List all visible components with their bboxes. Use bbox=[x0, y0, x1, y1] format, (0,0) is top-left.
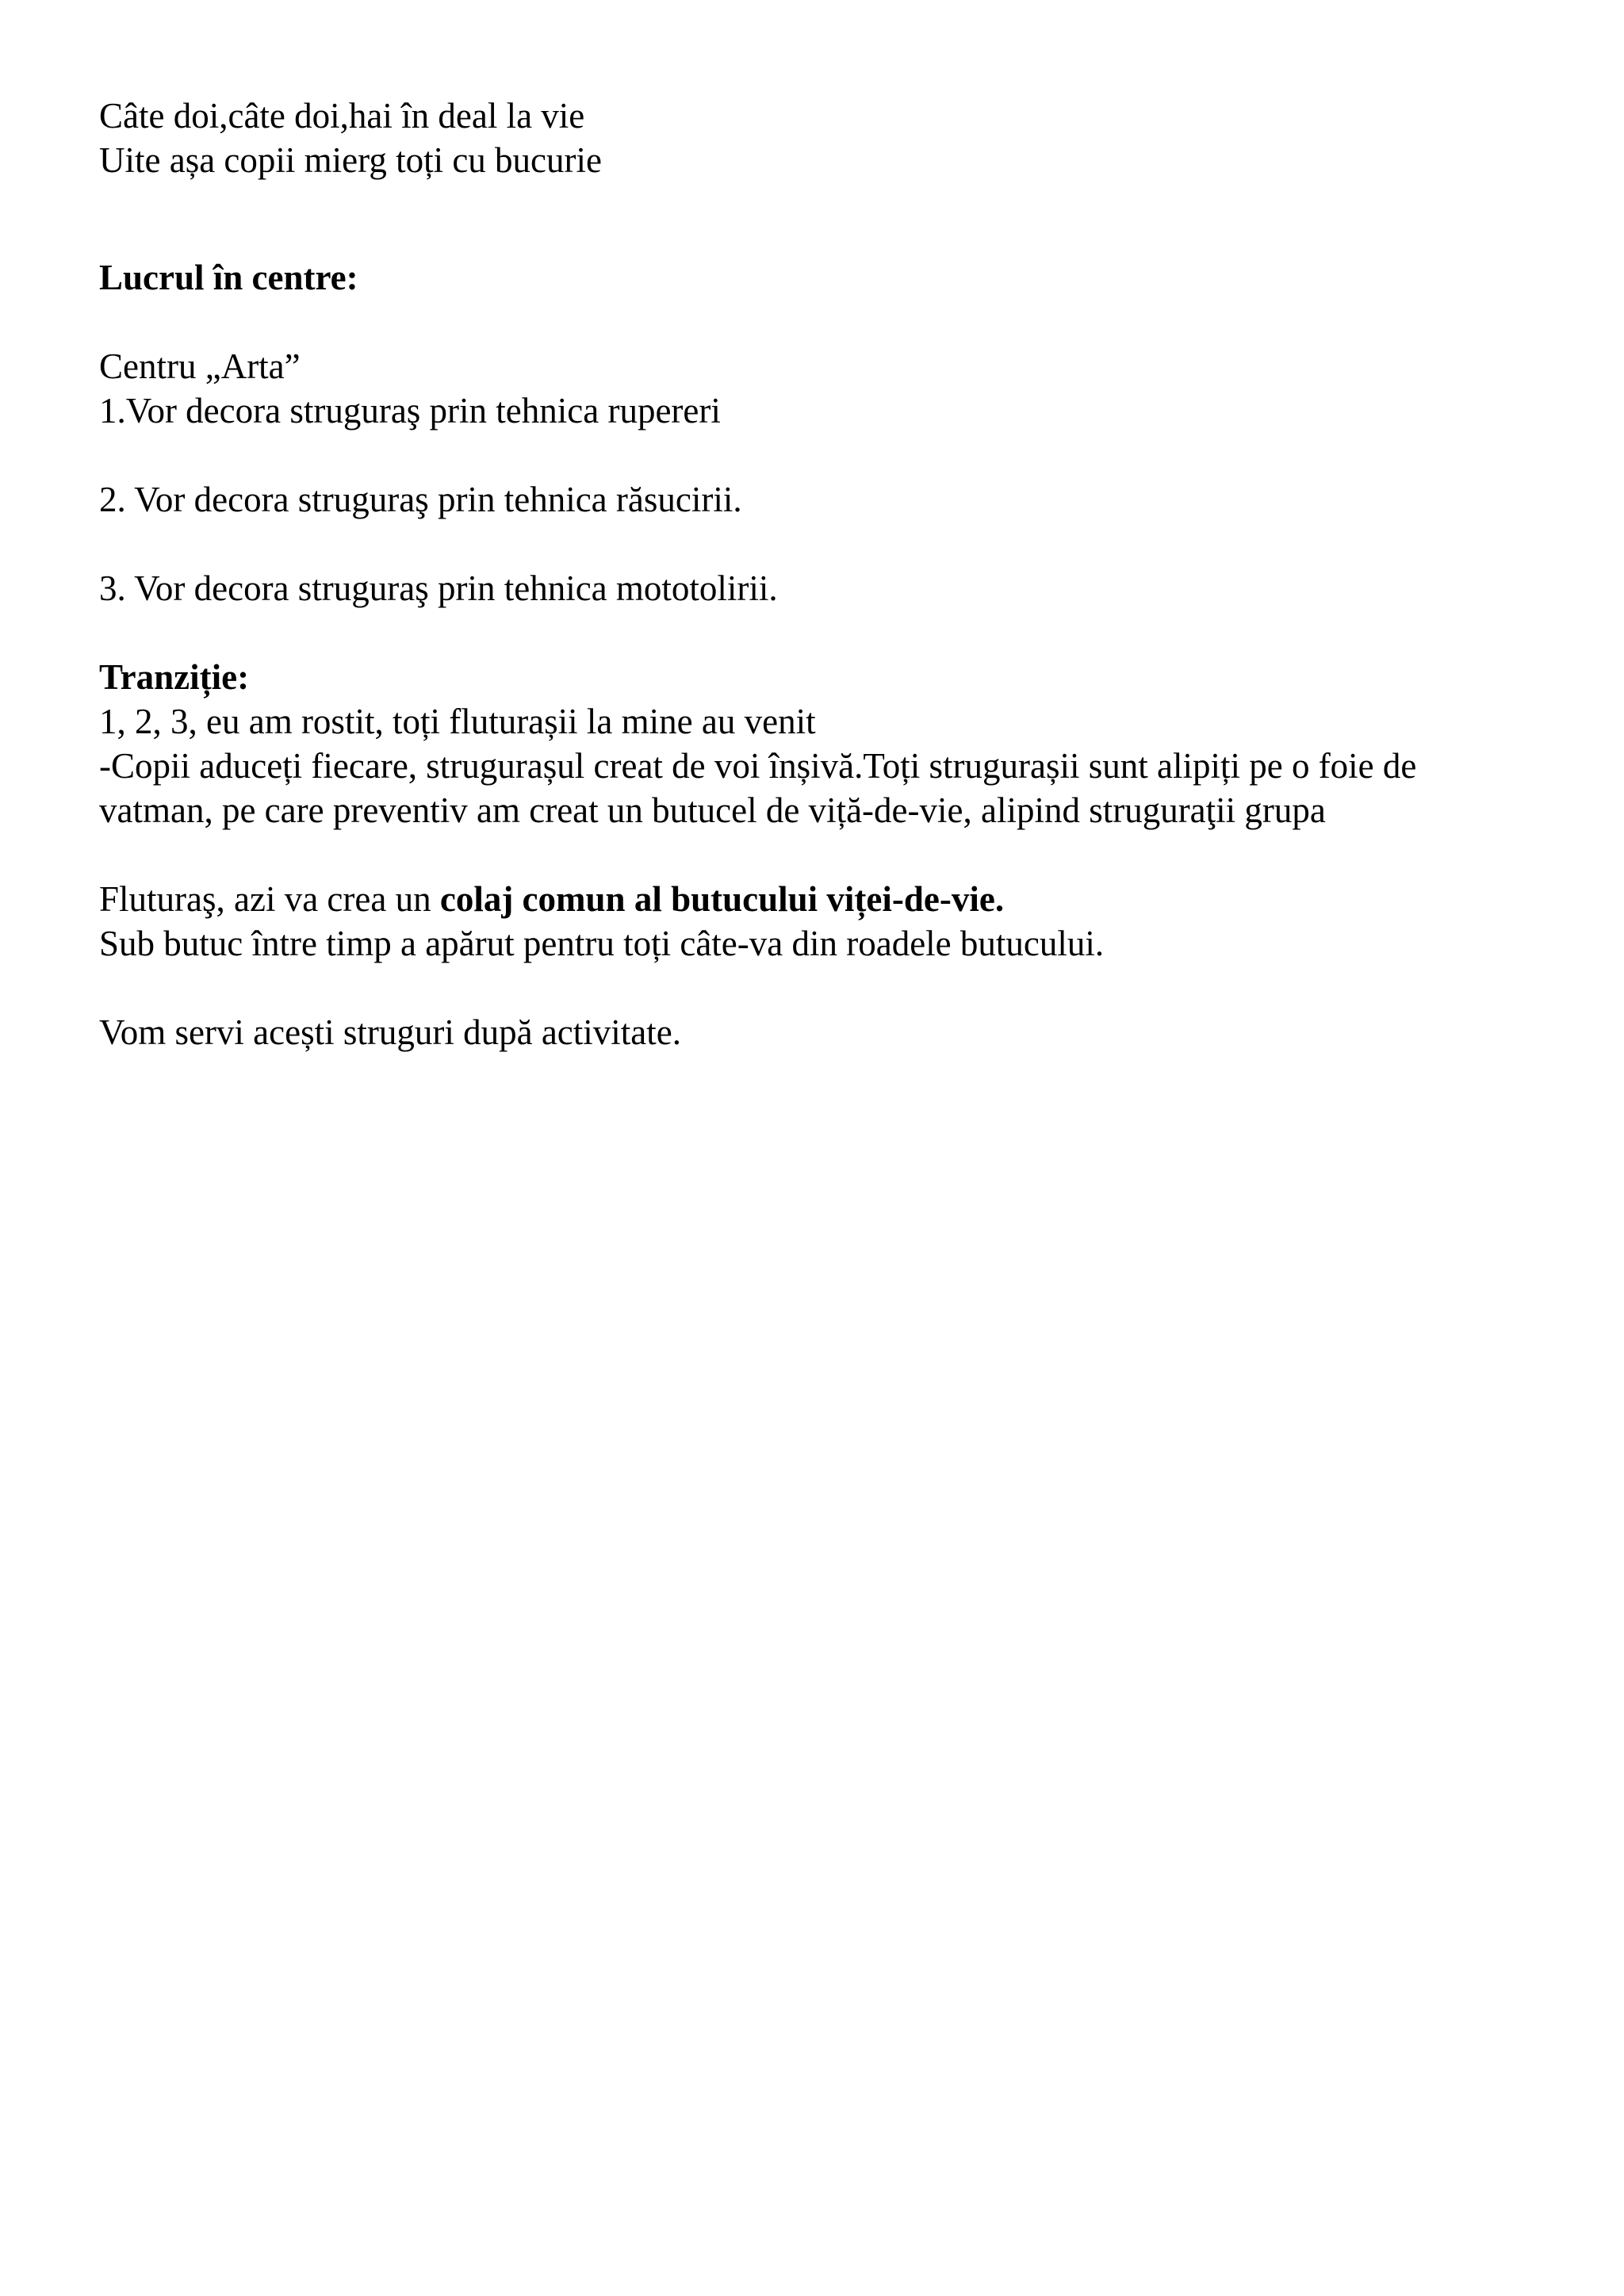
spacer bbox=[99, 966, 1526, 1010]
transition-heading: Tranziție: bbox=[99, 657, 250, 697]
poem-line-1: Câte doi,câte doi,hai în deal la vie bbox=[99, 96, 585, 136]
poem-line-2: Uite așa copii mierg toți cu bucurie bbox=[99, 140, 602, 180]
center-item-1: 1.Vor decora struguraş prin tehnica rupereri bbox=[99, 391, 721, 430]
closing-line: Vom servi acești struguri după activitate. bbox=[99, 1012, 681, 1052]
transition-line-2b: vatman, pe care preventiv am creat un butucel de viță-de-vie, alipind struguraţii grupa bbox=[99, 790, 1326, 830]
collage-line-1 bbox=[99, 877, 1526, 921]
transition-line-2a: -Copii aduceți fiecare, strugurașul creat de voi înșivă.Toți strugurașii sunt alipiți pe o foie de bbox=[99, 746, 1417, 786]
spacer bbox=[99, 300, 1526, 344]
center-name: Centru „Arta” bbox=[99, 346, 301, 386]
centers-heading: Lucrul în centre: bbox=[99, 258, 358, 297]
spacer bbox=[99, 610, 1526, 655]
center-item-3: 3. Vor decora struguraş prin tehnica mototolirii. bbox=[99, 568, 778, 608]
spacer bbox=[99, 182, 1526, 255]
collage-line-2: Sub butuc între timp a apărut pentru toți câte-va din roadele butucului. bbox=[99, 924, 1105, 963]
transition-line-1: 1, 2, 3, eu am rostit, toți fluturașii la mine au venit bbox=[99, 702, 816, 741]
document-page bbox=[99, 94, 1526, 1054]
center-item-2: 2. Vor decora struguraş prin tehnica răsucirii. bbox=[99, 480, 742, 519]
collage-line-1-prefix: Fluturaş, azi va crea un bbox=[99, 879, 440, 919]
collage-line-1-bold: colaj comun al butucului viței-de-vie. bbox=[439, 879, 1005, 919]
spacer bbox=[99, 832, 1526, 877]
spacer bbox=[99, 522, 1526, 566]
spacer bbox=[99, 433, 1526, 477]
